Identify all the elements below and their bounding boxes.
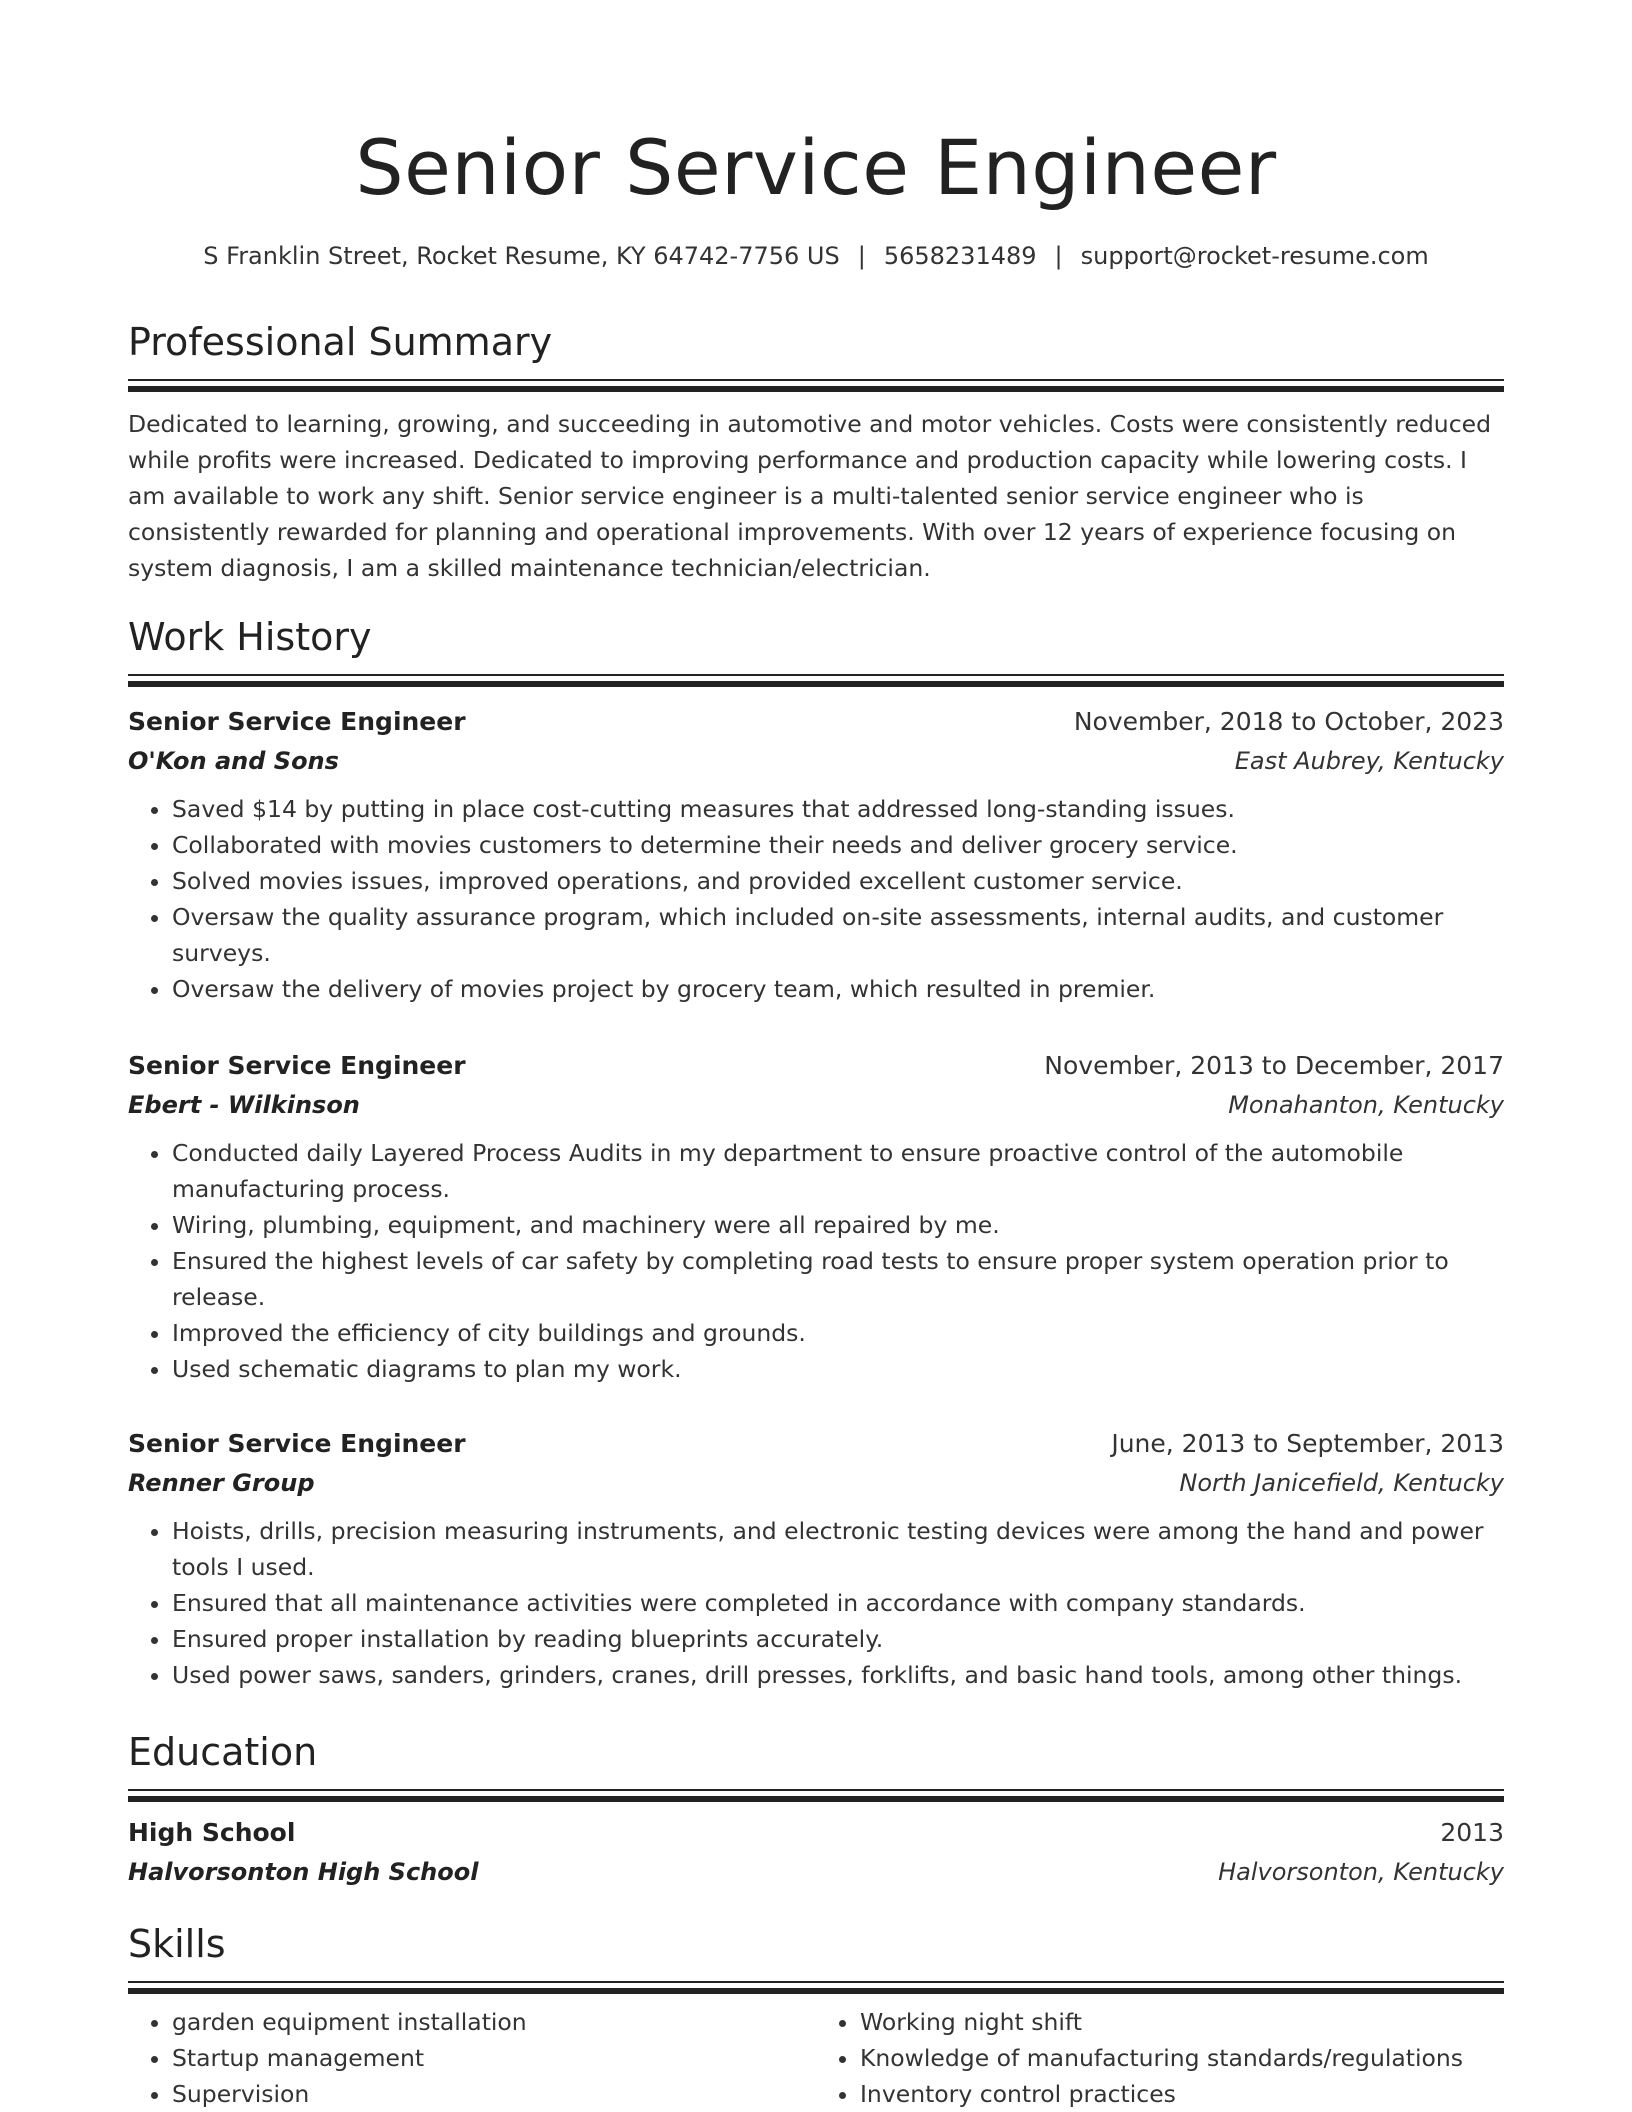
job-bullet: • Improved the efficiency of city buildings and grounds. [172, 1315, 1504, 1351]
job-company: Ebert - Wilkinson [128, 1091, 360, 1119]
job-header [128, 1047, 1504, 1085]
job-location: Monahanton, Kentucky [1228, 1091, 1504, 1119]
job-bullet: • Wiring, plumbing, equipment, and machinery were all repaired by me. [172, 1207, 1504, 1243]
job-location: North Janicefield, Kentucky [1179, 1469, 1504, 1497]
job-dates: November, 2013 to December, 2017 [1044, 1051, 1504, 1080]
contact-line [128, 236, 1504, 276]
contact-phone: 5658231489 [883, 242, 1037, 270]
job-dates: June, 2013 to September, 2013 [1111, 1429, 1504, 1458]
contact-separator: | [857, 242, 866, 270]
section-title-skills: Skills [128, 1922, 226, 1966]
section-divider [128, 1789, 1504, 1791]
skill-item: • garden equipment installation [172, 2004, 816, 2040]
job-title: Senior Service Engineer [128, 707, 466, 736]
contact-separator: | [1054, 242, 1063, 270]
job-company: Renner Group [128, 1469, 315, 1497]
job-header [128, 1425, 1504, 1463]
job-bullet: • Used schematic diagrams to plan my work. [172, 1351, 1504, 1387]
contact-email: support@rocket-resume.com [1080, 242, 1429, 270]
section-divider [128, 674, 1504, 676]
job-entry [128, 1047, 1504, 1387]
education-header [128, 1814, 1504, 1852]
education-year: 2013 [1440, 1818, 1504, 1847]
section-divider [128, 379, 1504, 381]
education-subheader [128, 1852, 1504, 1892]
job-bullet: • Used power saws, sanders, grinders, cranes, drill presses, forklifts, and basic hand tools, among other things. [172, 1657, 1504, 1693]
job-subheader [128, 1085, 1504, 1125]
summary-section [128, 317, 1504, 586]
job-entry [128, 1425, 1504, 1693]
job-subheader [128, 1463, 1504, 1503]
skill-item: • Inventory control practices [860, 2076, 1504, 2112]
job-dates: November, 2018 to October, 2023 [1073, 707, 1504, 736]
job-bullet: • Ensured that all maintenance activities were completed in accordance with company standards. [172, 1585, 1504, 1621]
section-divider [128, 1981, 1504, 1983]
education-school: Halvorsonton High School [128, 1858, 479, 1886]
education-section [128, 1727, 1504, 1892]
skill-item: • Startup management [172, 2040, 816, 2076]
job-bullet: • Saved $14 by putting in place cost-cutting measures that addressed long-standing issues. [172, 791, 1504, 827]
job-bullets [128, 1513, 1504, 1693]
job-location: East Aubrey, Kentucky [1234, 747, 1504, 775]
skills-columns [128, 2004, 1504, 2112]
summary-text: Dedicated to learning, growing, and succeeding in automotive and motor vehicles. Costs were consistently reduced while profits were increased. Dedicated to improving performance and production capacity while lowering costs. I am available to work any shift. Senior service engineer is a multi-talented senior service engineer who is consistently rewarded for planning and operational improvements. With over 12 years of experience focusing on system diagnosis, I am a skilled maintenance technician/electrician. [128, 410, 1491, 582]
job-bullet: • Oversaw the delivery of movies project by grocery team, which resulted in premier. [172, 971, 1504, 1007]
section-title-summary: Professional Summary [128, 320, 553, 364]
work-history-section [128, 612, 1504, 687]
section-divider [128, 386, 1504, 392]
section-title-work-history: Work History [128, 615, 372, 659]
section-divider [128, 681, 1504, 687]
skill-item: • Working night shift [860, 2004, 1504, 2040]
job-bullet: • Ensured the highest levels of car safety by completing road tests to ensure proper system operation prior to release. [172, 1243, 1504, 1315]
resume-name: Senior Service Engineer [355, 123, 1277, 212]
job-bullet: • Ensured proper installation by reading blueprints accurately. [172, 1621, 1504, 1657]
job-header [128, 703, 1504, 741]
education-degree: High School [128, 1818, 296, 1847]
job-bullets [128, 1135, 1504, 1387]
skill-item: • Supervision [172, 2076, 816, 2112]
skills-list-left [128, 2004, 816, 2112]
section-divider [128, 1796, 1504, 1802]
job-bullet: • Solved movies issues, improved operations, and provided excellent customer service. [172, 863, 1504, 899]
job-company: O'Kon and Sons [128, 747, 339, 775]
job-title: Senior Service Engineer [128, 1051, 466, 1080]
skill-item: • Knowledge of manufacturing standards/regulations [860, 2040, 1504, 2076]
skills-list-right [816, 2004, 1504, 2112]
job-bullets [128, 791, 1504, 1007]
job-bullet: • Oversaw the quality assurance program, which included on-site assessments, internal audits, and customer surveys. [172, 899, 1504, 971]
job-bullet: • Collaborated with movies customers to determine their needs and deliver grocery service. [172, 827, 1504, 863]
section-divider [128, 1988, 1504, 1994]
job-entry [128, 703, 1504, 1007]
job-subheader [128, 741, 1504, 781]
section-title-education: Education [128, 1730, 318, 1774]
job-bullet: • Conducted daily Layered Process Audits in my department to ensure proactive control of the automobile manufacturing process. [172, 1135, 1504, 1207]
contact-address: S Franklin Street, Rocket Resume, KY 64742-7756 US [203, 242, 840, 270]
job-title: Senior Service Engineer [128, 1429, 466, 1458]
skills-section [128, 1919, 1504, 2112]
education-location: Halvorsonton, Kentucky [1218, 1858, 1504, 1886]
job-bullet: • Hoists, drills, precision measuring instruments, and electronic testing devices were among the hand and power tools I used. [172, 1513, 1504, 1585]
